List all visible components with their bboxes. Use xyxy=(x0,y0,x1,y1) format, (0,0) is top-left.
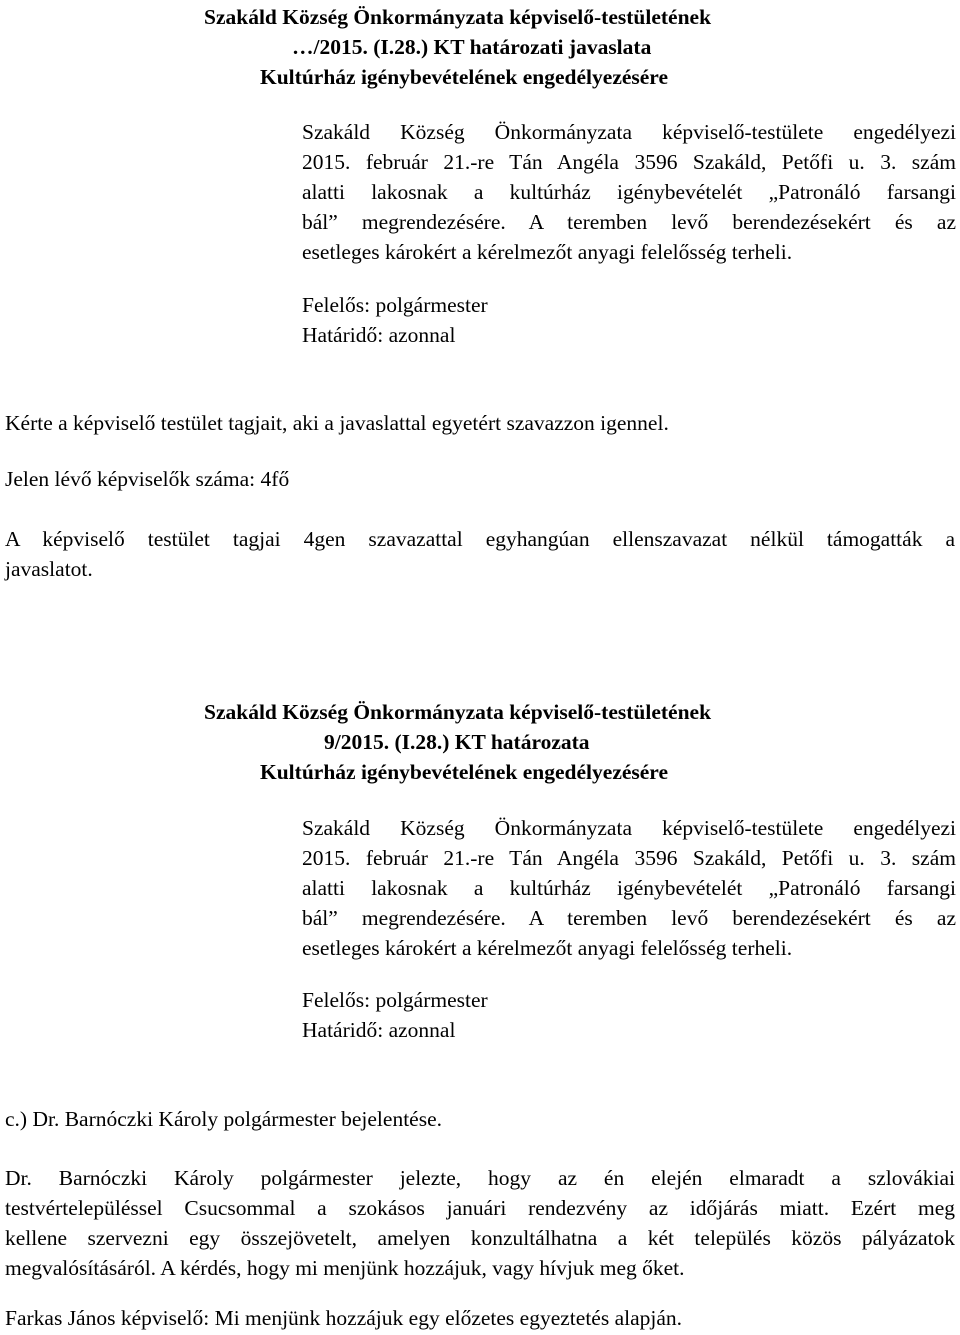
resolution-responsible: Felelős: polgármester xyxy=(302,988,488,1012)
resolution-title-line-2: 9/2015. (I.28.) KT határozata xyxy=(324,730,590,754)
announcement-line-2: testvértelepüléssel Csucsommal a szokásos januári rendezvény az időjárás miatt. Ezért meg xyxy=(5,1196,955,1220)
resolution-body-line-3: alatti lakosnak a kultúrház igénybevételét „Patronáló farsangi xyxy=(302,876,956,900)
proposal-body-line-3: alatti lakosnak a kultúrház igénybevételét „Patronáló farsangi xyxy=(302,180,956,204)
vote-present: Jelen lévő képviselők száma: 4fő xyxy=(5,467,290,491)
announcement-line-4: megvalósításáról. A kérdés, hogy mi menjünk hozzájuk, vagy hívjuk meg őket. xyxy=(5,1256,685,1280)
resolution-title-line-1: Szakáld Község Önkormányzata képviselő-testületének xyxy=(204,700,712,724)
announcement-line-3: kellene szervezni egy összejövetelt, amelyen konzultálhatna a két település közös pályázatok xyxy=(5,1226,955,1250)
resolution-body-line-5: esetleges károkért a kérelmezőt anyagi felelősség terheli. xyxy=(302,936,793,960)
proposal-deadline: Határidő: azonnal xyxy=(302,323,456,347)
proposal-body-line-1: Szakáld Község Önkormányzata képviselő-testülete engedélyezi xyxy=(302,120,956,144)
proposal-body-line-2: 2015. február 21.-re Tán Angéla 3596 Szakáld, Petőfi u. 3. szám xyxy=(302,150,956,174)
vote-result-line-2: javaslatot. xyxy=(5,557,93,581)
resolution-body-line-2: 2015. február 21.-re Tán Angéla 3596 Szakáld, Petőfi u. 3. szám xyxy=(302,846,956,870)
resolution-body-line-1: Szakáld Község Önkormányzata képviselő-testülete engedélyezi xyxy=(302,816,956,840)
proposal-title-line-2: …/2015. (I.28.) KT határozati javaslata xyxy=(292,35,652,59)
proposal-title xyxy=(204,2,804,92)
announcement-heading: c.) Dr. Barnóczki Károly polgármester bejelentése. xyxy=(5,1107,442,1131)
vote-request: Kérte a képviselő testület tagjait, aki a javaslattal egyetért szavazzon igennel. xyxy=(5,411,669,435)
proposal-title-line-1: Szakáld Község Önkormányzata képviselő-testületének xyxy=(204,5,712,29)
proposal-body-line-4: bál” megrendezésére. A teremben levő berendezésekért és az xyxy=(302,210,956,234)
proposal-responsible: Felelős: polgármester xyxy=(302,293,488,317)
announcement-paragraph xyxy=(5,1163,955,1283)
announcement-line-1: Dr. Barnóczki Károly polgármester jelezte, hogy az én elején elmaradt a szlovákiai xyxy=(5,1166,955,1190)
resolution-body-line-4: bál” megrendezésére. A teremben levő berendezésekért és az xyxy=(302,906,956,930)
resolution-body xyxy=(302,813,956,963)
announcement-comment: Farkas János képviselő: Mi menjünk hozzájuk egy előzetes egyeztetés alapján. xyxy=(5,1306,683,1330)
proposal-title-line-3: Kultúrház igénybevételének engedélyezésére xyxy=(260,65,669,89)
vote-result-line-1: A képviselő testület tagjai 4gen szavazattal egyhangúan ellenszavazat nélkül támogatták a xyxy=(5,527,955,551)
proposal-body xyxy=(302,117,956,267)
vote-result xyxy=(5,524,955,584)
resolution-title xyxy=(204,697,804,787)
resolution-title-line-3: Kultúrház igénybevételének engedélyezésére xyxy=(260,760,669,784)
resolution-deadline: Határidő: azonnal xyxy=(302,1018,456,1042)
proposal-body-line-5: esetleges károkért a kérelmezőt anyagi felelősség terheli. xyxy=(302,240,793,264)
